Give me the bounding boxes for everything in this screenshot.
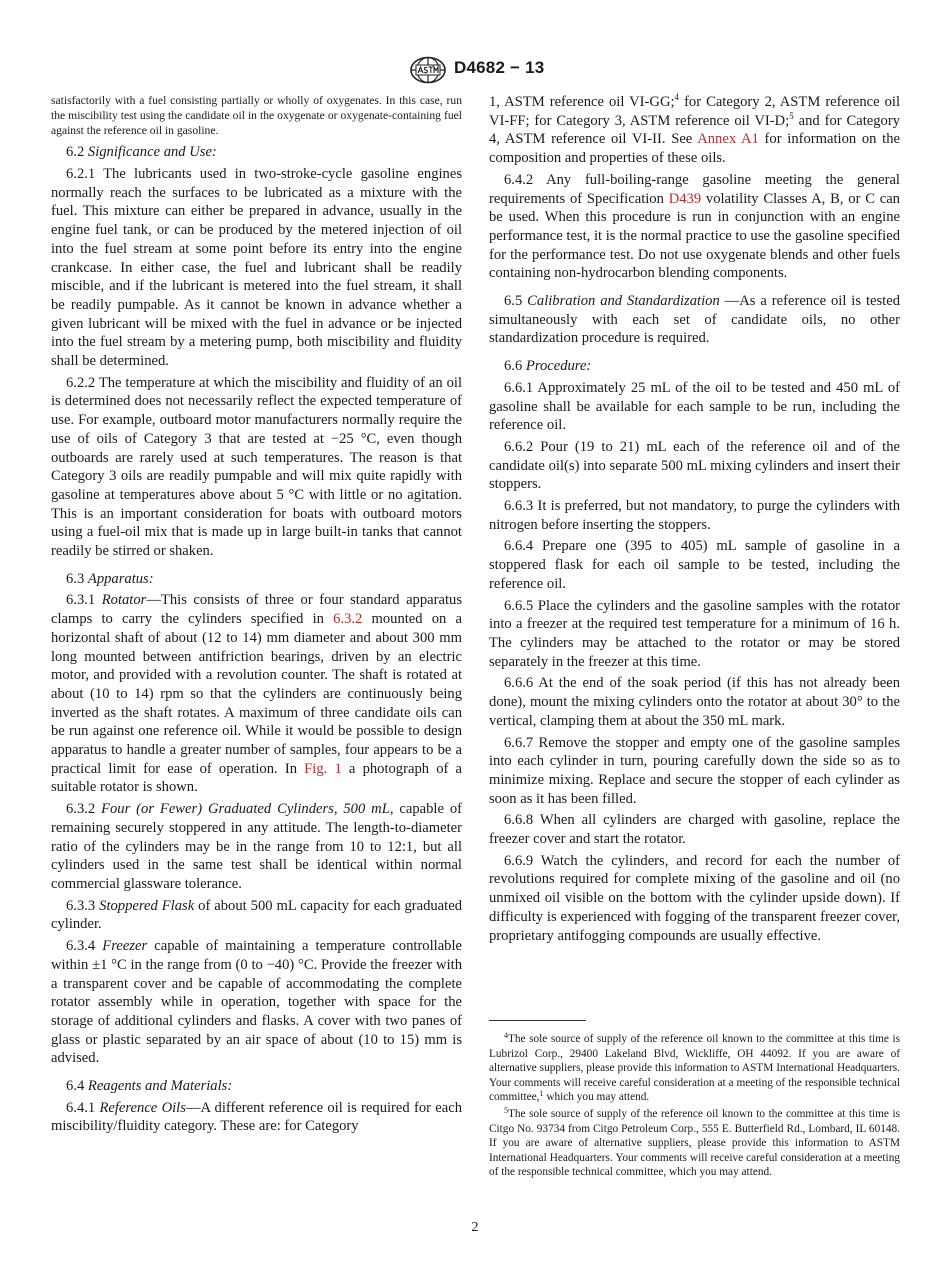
astm-logo-icon [408,56,448,84]
text-part: volatility Classes A, B, or C can be used. When this procedure is run in conjunction with an engine performance test, it is the normal practice to use the gasoline specified for the performance test. Do not use oxygenate blends and other fuels containing non-hydrocarbon blending components. [489,190,900,282]
text-part: capable of maintaining a temperature controllable within ±1 °C in the range from (0 to −40) °C. Provide the freezer with a transparent cover and be capable of accommodating the complete rotator assembly while in operation, together with space for the storage of additional cylinders and flasks. A cover with two panes of glass or plastic separated by an air space of about (10 to 15) mm is advised. [51,938,463,1067]
paragraph-6-3-2 [51,800,462,894]
paragraph-number: 6.4.1 [66,1099,96,1116]
page-header [0,56,950,86]
paragraph-number: 6.3.1 [66,592,96,609]
term: Four (or Fewer) Graduated Cylinders, 500 mL, [101,801,394,818]
term: Rotator [101,592,147,609]
figure-link-fig-1[interactable]: Fig. 1 [304,760,342,777]
footnotes [489,1032,900,1182]
section-title: Procedure: [525,358,592,375]
paragraph-6-6-4: 6.6.4 Prepare one (395 to 405) mL sample of gasoline in a stoppered flask for each oil sample to be tested, including the reference oil. [489,538,900,592]
section-link-6-3-2[interactable]: 6.3.2 [333,611,363,628]
footnote-5 [489,1107,900,1180]
page-number: 2 [471,1220,479,1235]
paragraph-6-2-2: 6.2.2 The temperature at which the miscibility and fluidity of an oil is determined does not necessarily reflect the expected temperature of use. For example, outboard motor manufacturers normally require the use of oils of Category 3 that are tested at −25 °C, even though outboards are rarely used at such temperatures. The reason is that Category 3 oils are readily pumpable and will mix quite rapidly with gasoline at temperatures above about 5 °C with little or no agitation. This is an important consideration for boats with outboard motors using a fuel-oil mix that is made up in large built-in tanks that cannot readily be stirred or shaken. [51,374,462,560]
section-title: Significance and Use: [87,144,217,161]
text-part: 1, ASTM reference oil VI-GG; [489,94,675,110]
standard-link-d439[interactable]: D439 [668,190,702,207]
paragraph-6-6-3: 6.6.3 It is preferred, but not mandatory, to purge the cylinders with nitrogen before inserting the stoppers. [489,498,900,533]
text-part: a photograph of a suitable rotator is shown. [51,760,462,796]
section-number: 6.5 [504,293,523,310]
paragraph-6-3-1 [51,591,462,797]
footnote-ref-1[interactable]: 1 [539,1089,544,1099]
paragraph-number: 6.3.3 [66,897,96,914]
paragraph-6-6-6: 6.6.6 At the end of the soak period (if this has not already been done), mount the mixing cylinders onto the rotator at about 30° to the vertical, clamping them at about the 350 mL mark. [489,675,900,729]
footnote-4 [489,1032,900,1105]
text-part: which you may attend. [546,1091,650,1104]
paragraph-6-4-2 [489,171,900,283]
footnote-mark: 5 [504,1105,508,1115]
heading-6-3 [51,570,462,589]
section-title: Reagents and Materials: [87,1078,233,1095]
text-part: —A different reference oil is required for each miscibility/fluidity category. These are: for Category [51,1099,462,1135]
paragraph-6-4-1-continued [489,93,900,168]
paragraph-number: 6.3.4 [66,938,96,955]
paragraph-6-2-1: 6.2.1 The lubricants used in two-stroke-cycle gasoline engines normally reach the surfaces to be lubricated as a mixture with the fuel. This mixture can either be prepared in advance, usually in the engine fuel tank, or can be produced by the metered injection of oil into the fuel stream at some point before its entry into the engine crankcase. In either case, the fuel and lubricant shall be readily miscible, and if the lubricant is metered into the fuel stream, it shall be readily pumpable. As it cannot be known in advance whether a given lubricant will be mixed with the fuel in advance or be injected into the fuel stream by a metering pump, both miscibility and fluidity shall be determined. [51,165,462,370]
section-number: 6.2 [66,144,85,161]
paragraph-number: 6.3.2 [66,801,96,818]
paragraph-6-6-7: 6.6.7 Remove the stopper and empty one of the gasoline samples into each cylinder in turn, pouring carefully down the side so as to minimize mixing. Replace and secure the stopper of each cylinder as soon as it has been filled. [489,734,900,807]
section-title: Apparatus: [87,570,154,587]
section-number: 6.3 [66,570,85,587]
text-part: —This consists of three or four standard apparatus clamps to carry the cylinders specified in [51,592,462,628]
left-column [51,93,462,1139]
annex-link-a1[interactable]: Annex A1 [697,131,759,148]
section-number: 6.4 [66,1078,85,1095]
right-column [489,93,900,948]
paragraph-6-6-5: 6.6.5 Place the cylinders and the gasoline samples with the rotator into a freezer at the required test temperature for a minimum of 16 h. The cylinders may be attached to the rotator or may be stored separately in the freezer at this time. [489,597,900,670]
text-part: for Category 2, ASTM reference oil VI-FF; for Category 3, ASTM reference oil VI-D; [489,94,900,129]
section-number: 6.6 [504,358,523,375]
text-part: The sole source of supply of the reference oil known to the committee at this time is Lubrizol Corp., 29400 Lakeland Blvd, Wickliffe, OH 44092. If you are aware of alternative suppliers, please provide this information to ASTM International Headquarters. Your comments will receive careful consideration at a meeting of the responsible technical committee, [489,1033,900,1104]
text-part: —As a reference oil is tested simultaneously with each set of candidate oils, no other standardization procedure is required. [489,293,900,347]
text-part: of about 500 mL capacity for each graduated cylinder. [51,897,462,933]
term: Calibration and Standardization [527,293,720,310]
heading-6-4 [51,1077,462,1096]
text-part: capable of remaining securely stoppered in any attitude. The length-to-diameter ratio of the cylinders may be in the range from 10 to 12:1, but all cylinders used in the same test shall be identical within normal commercial glassware tolerance. [51,801,462,892]
paragraph-6-6-9: 6.6.9 Watch the cylinders, and record for each the number of revolutions required for complete mixing of the gasoline and oil (no unmixed oil visible on the bottom with the cylinder upside down). If difficulty is experienced with fogging of the transparent freezer cover, proprietary antifogging compounds are usually effective. [489,852,900,944]
paragraph-6-5 [489,292,900,348]
term: Stoppered Flask [99,897,195,914]
paragraph-6-4-1 [51,1099,462,1136]
text-part: 6.4.2 Any full-boiling-range gasoline meeting the general requirements of Specification [489,171,900,207]
paragraph-6-6-8: 6.6.8 When all cylinders are charged with gasoline, replace the freezer cover and start the rotator. [489,812,900,848]
paragraph-6-3-4 [51,937,462,1068]
paragraph-6-6-2: 6.6.2 Pour (19 to 21) mL each of the reference oil and of the candidate oil(s) into separate 500 mL mixing cylinders and insert their stoppers. [489,438,900,493]
heading-6-2 [51,143,462,162]
footnote-ref-4[interactable]: 4 [674,92,680,102]
paragraph-intro: satisfactorily with a fuel consisting partially or wholly of oxygenates. In this case, run the miscibility test using the candidate oil in the oxygenate or oxygenate-containing fuel against the reference oil in gasoline. [51,94,462,138]
text-part: for information on the composition and properties of these oils. [489,131,900,167]
text-part: and for Category 4, ASTM reference oil VI-II. See [489,112,900,148]
footnote-ref-5[interactable]: 5 [789,110,794,121]
text-part: mounted on a horizontal shaft of about (12 to 14) mm diameter and about 300 mm long mounted between antifriction bearings, driven by an electric motor, and provided with a revolution counter. The shaft is rotated at about (10 to 14) rpm so that the cylinders are continuously being inverted as the shaft rotates. A maximum of three candidate oils can be run against one reference oil. While it would be possible to design apparatus to handle a greater number of samples, four appears to be a practical limit for ease of operation. In [51,611,462,777]
text-part: The sole source of supply of the reference oil known to the committee at this time is Citgo No. 93734 from Citgo Petroleum Corp., 555 E. Butterfield Rd., Lombard, IL 60148. If you are aware of alternative suppliers, please provide this information to ASTM International Headquarters. Your comments will receive careful consideration at a meeting of the responsible technical committee, which you may attend. [489,1107,900,1179]
term: Freezer [102,938,148,955]
term: Reference Oils [99,1099,186,1116]
document-id: D4682 − 13 [454,58,545,77]
paragraph-6-6-1: 6.6.1 Approximately 25 mL of the oil to be tested and 450 mL of gasoline shall be available for each sample to be run, including the reference oil. [489,379,900,434]
footnote-mark: 4 [504,1031,508,1040]
footnote-divider [489,1020,586,1021]
heading-6-6 [489,357,900,376]
paragraph-6-3-3 [51,897,462,934]
